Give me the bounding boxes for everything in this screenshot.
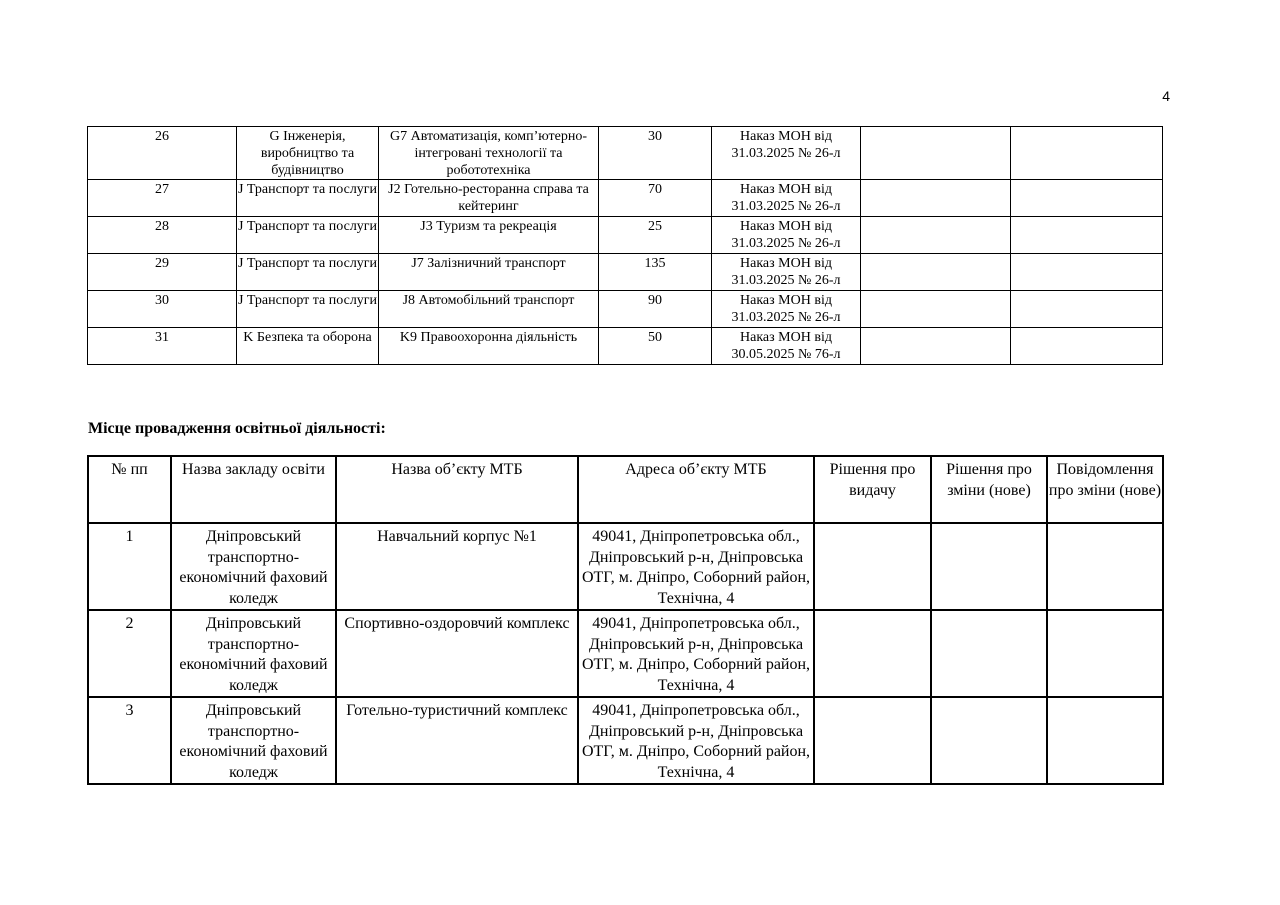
object-address: 49041, Дніпропетровська обл., Дніпровський р-н, Дніпровська ОТГ, м. Дніпро, Соборний район, Технічна, 4 bbox=[578, 697, 814, 784]
knowledge-area: K Безпека та оборона bbox=[237, 328, 379, 365]
row-number: 26 bbox=[88, 127, 237, 180]
license-count: 90 bbox=[599, 291, 712, 328]
license-count: 135 bbox=[599, 254, 712, 291]
object-name: Навчальний корпус №1 bbox=[336, 523, 578, 610]
license-count: 70 bbox=[599, 180, 712, 217]
object-address: 49041, Дніпропетровська обл., Дніпровський р-н, Дніпровська ОТГ, м. Дніпро, Соборний район, Технічна, 4 bbox=[578, 523, 814, 610]
specialty-name: J8 Автомобільний транспорт bbox=[379, 291, 599, 328]
specialty-name: J2 Готельно-ресторанна справа та кейтеринг bbox=[379, 180, 599, 217]
empty-cell bbox=[1011, 291, 1163, 328]
empty-cell bbox=[1011, 217, 1163, 254]
specialty-name: J3 Туризм та рекреація bbox=[379, 217, 599, 254]
empty-cell bbox=[931, 697, 1047, 784]
empty-cell bbox=[1047, 523, 1163, 610]
license-count: 25 bbox=[599, 217, 712, 254]
column-header-issue-decision: Рішення про видачу bbox=[814, 456, 931, 523]
empty-cell bbox=[1011, 254, 1163, 291]
column-header-num: № пп bbox=[88, 456, 171, 523]
table-row bbox=[88, 217, 1163, 254]
row-number: 28 bbox=[88, 217, 237, 254]
institution-name: Дніпровський транспортно-економічний фаховий коледж bbox=[171, 697, 336, 784]
column-header-object: Назва об’єкту МТБ bbox=[336, 456, 578, 523]
order-reference: Наказ МОН від 30.05.2025 № 76-л bbox=[712, 328, 861, 365]
specialty-name: G7 Автоматизація, комп’ютерно-інтегровані технології та робототехніка bbox=[379, 127, 599, 180]
knowledge-area: J Транспорт та послуги bbox=[237, 180, 379, 217]
empty-cell bbox=[1011, 328, 1163, 365]
empty-cell bbox=[1047, 610, 1163, 697]
table-row bbox=[88, 610, 1163, 697]
empty-cell bbox=[814, 523, 931, 610]
table-row bbox=[88, 180, 1163, 217]
mtb-table bbox=[87, 455, 1164, 785]
table-row bbox=[88, 523, 1163, 610]
row-number: 29 bbox=[88, 254, 237, 291]
order-reference: Наказ МОН від 31.03.2025 № 26-л bbox=[712, 180, 861, 217]
object-name: Спортивно-оздоровчий комплекс bbox=[336, 610, 578, 697]
column-header-institution: Назва закладу освіти bbox=[171, 456, 336, 523]
table-row bbox=[88, 328, 1163, 365]
order-reference: Наказ МОН від 31.03.2025 № 26-л bbox=[712, 127, 861, 180]
order-reference: Наказ МОН від 31.03.2025 № 26-л bbox=[712, 217, 861, 254]
column-header-address: Адреса об’єкту МТБ bbox=[578, 456, 814, 523]
knowledge-area: J Транспорт та послуги bbox=[237, 291, 379, 328]
table-row bbox=[88, 254, 1163, 291]
knowledge-area: J Транспорт та послуги bbox=[237, 217, 379, 254]
license-count: 50 bbox=[599, 328, 712, 365]
row-number: 2 bbox=[88, 610, 171, 697]
empty-cell bbox=[861, 254, 1011, 291]
empty-cell bbox=[861, 328, 1011, 365]
license-count: 30 bbox=[599, 127, 712, 180]
column-header-change-notice: Повідомлення про зміни (нове) bbox=[1047, 456, 1163, 523]
institution-name: Дніпровський транспортно-економічний фаховий коледж bbox=[171, 610, 336, 697]
empty-cell bbox=[814, 697, 931, 784]
row-number: 3 bbox=[88, 697, 171, 784]
order-reference: Наказ МОН від 31.03.2025 № 26-л bbox=[712, 254, 861, 291]
knowledge-area: J Транспорт та послуги bbox=[237, 254, 379, 291]
row-number: 27 bbox=[88, 180, 237, 217]
object-address: 49041, Дніпропетровська обл., Дніпровський р-н, Дніпровська ОТГ, м. Дніпро, Соборний район, Технічна, 4 bbox=[578, 610, 814, 697]
order-reference: Наказ МОН від 31.03.2025 № 26-л bbox=[712, 291, 861, 328]
row-number: 30 bbox=[88, 291, 237, 328]
object-name: Готельно-туристичний комплекс bbox=[336, 697, 578, 784]
table-row bbox=[88, 127, 1163, 180]
row-number: 1 bbox=[88, 523, 171, 610]
empty-cell bbox=[1047, 697, 1163, 784]
column-header-change-decision: Рішення про зміни (нове) bbox=[931, 456, 1047, 523]
institution-name: Дніпровський транспортно-економічний фаховий коледж bbox=[171, 523, 336, 610]
empty-cell bbox=[1011, 127, 1163, 180]
empty-cell bbox=[814, 610, 931, 697]
empty-cell bbox=[861, 217, 1011, 254]
specialty-table bbox=[87, 126, 1163, 365]
page-number: 4 bbox=[1162, 88, 1170, 104]
knowledge-area: G Інженерія, виробництво та будівництво bbox=[237, 127, 379, 180]
row-number: 31 bbox=[88, 328, 237, 365]
empty-cell bbox=[1011, 180, 1163, 217]
table-row bbox=[88, 697, 1163, 784]
empty-cell bbox=[861, 180, 1011, 217]
empty-cell bbox=[931, 610, 1047, 697]
table-header-row bbox=[88, 456, 1163, 523]
specialty-name: J7 Залізничний транспорт bbox=[379, 254, 599, 291]
empty-cell bbox=[861, 127, 1011, 180]
table-row bbox=[88, 291, 1163, 328]
specialty-name: K9 Правоохоронна діяльність bbox=[379, 328, 599, 365]
empty-cell bbox=[861, 291, 1011, 328]
section-title: Місце провадження освітньої діяльності: bbox=[88, 420, 386, 437]
empty-cell bbox=[931, 523, 1047, 610]
